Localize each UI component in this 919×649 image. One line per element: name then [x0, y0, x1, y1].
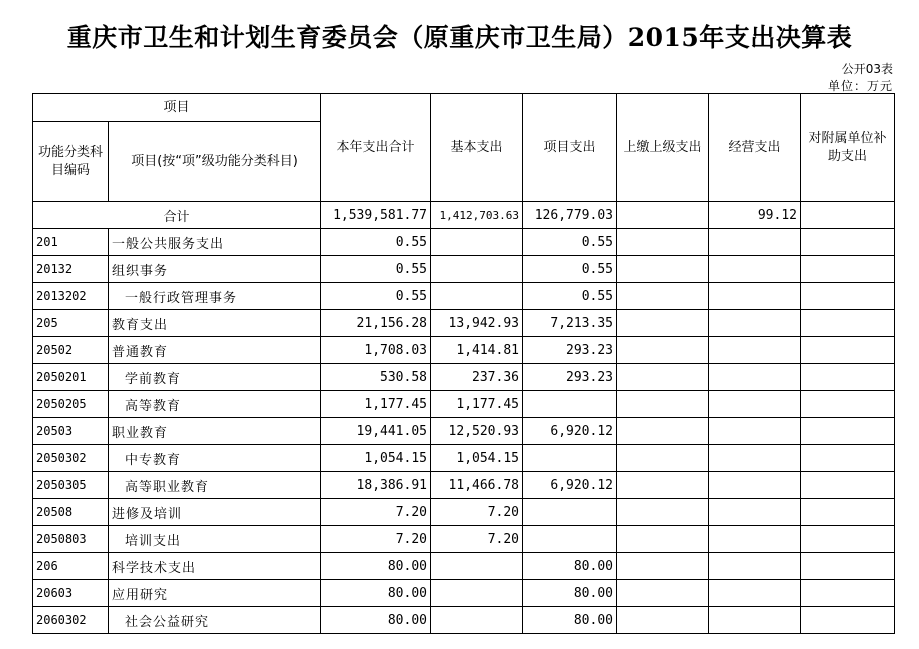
- page-title: 重庆市卫生和计划生育委员会（原重庆市卫生局）2015年支出决算表: [66, 23, 853, 52]
- row-name: 职业教育: [109, 418, 321, 445]
- row-project: 6,920.12: [523, 472, 617, 499]
- row-code: 205: [33, 310, 109, 337]
- row-business: [709, 337, 801, 364]
- header-item-name: 项目(按“项”级功能分类科目): [109, 122, 321, 202]
- row-business: [709, 256, 801, 283]
- row-subsidy: [801, 391, 895, 418]
- row-basic: [431, 256, 523, 283]
- row-subsidy: [801, 445, 895, 472]
- row-upper: [617, 580, 709, 607]
- row-code: 20503: [33, 418, 109, 445]
- total-row: [33, 202, 895, 229]
- row-name: 培训支出: [109, 526, 321, 553]
- total-basic: 1,412,703.63: [431, 202, 523, 229]
- row-name: 一般行政管理事务: [109, 283, 321, 310]
- total-business: 99.12: [709, 202, 801, 229]
- row-basic: [431, 229, 523, 256]
- row-total: 7.20: [321, 499, 431, 526]
- header-item: 项目: [33, 94, 321, 122]
- row-name: 社会公益研究: [109, 607, 321, 634]
- row-basic: [431, 553, 523, 580]
- header-total: 本年支出合计: [321, 94, 431, 202]
- row-upper: [617, 256, 709, 283]
- row-name: 组织事务: [109, 256, 321, 283]
- row-upper: [617, 229, 709, 256]
- row-business: [709, 391, 801, 418]
- table-row: [33, 310, 895, 337]
- row-project: 80.00: [523, 580, 617, 607]
- row-code: 2050302: [33, 445, 109, 472]
- row-upper: [617, 526, 709, 553]
- total-label: 合计: [33, 202, 321, 229]
- expenditure-table: [32, 93, 895, 634]
- row-total: 80.00: [321, 580, 431, 607]
- row-business: [709, 499, 801, 526]
- row-subsidy: [801, 553, 895, 580]
- table-row: [33, 391, 895, 418]
- row-subsidy: [801, 310, 895, 337]
- row-project: 0.55: [523, 229, 617, 256]
- row-name: 高等教育: [109, 391, 321, 418]
- row-total: 18,386.91: [321, 472, 431, 499]
- row-total: 7.20: [321, 526, 431, 553]
- row-business: [709, 283, 801, 310]
- row-total: 21,156.28: [321, 310, 431, 337]
- row-code: 20508: [33, 499, 109, 526]
- header-subsidy: 对附属单位补助支出: [801, 94, 895, 202]
- row-business: [709, 310, 801, 337]
- row-total: 1,054.15: [321, 445, 431, 472]
- row-upper: [617, 418, 709, 445]
- row-subsidy: [801, 499, 895, 526]
- row-name: 中专教育: [109, 445, 321, 472]
- row-upper: [617, 283, 709, 310]
- row-business: [709, 526, 801, 553]
- row-basic: 12,520.93: [431, 418, 523, 445]
- row-upper: [617, 499, 709, 526]
- row-business: [709, 364, 801, 391]
- table-row: [33, 364, 895, 391]
- table-row: [33, 283, 895, 310]
- table-row: [33, 607, 895, 634]
- table-row: [33, 229, 895, 256]
- row-basic: 11,466.78: [431, 472, 523, 499]
- row-total: 0.55: [321, 229, 431, 256]
- row-total: 0.55: [321, 283, 431, 310]
- row-total: 80.00: [321, 607, 431, 634]
- row-name: 应用研究: [109, 580, 321, 607]
- row-upper: [617, 445, 709, 472]
- row-total: 0.55: [321, 256, 431, 283]
- row-subsidy: [801, 256, 895, 283]
- header-basic: 基本支出: [431, 94, 523, 202]
- total-total: 1,539,581.77: [321, 202, 431, 229]
- row-basic: 1,414.81: [431, 337, 523, 364]
- row-business: [709, 229, 801, 256]
- row-upper: [617, 337, 709, 364]
- row-business: [709, 418, 801, 445]
- table-row: [33, 418, 895, 445]
- row-total: 19,441.05: [321, 418, 431, 445]
- row-project: [523, 445, 617, 472]
- row-basic: [431, 283, 523, 310]
- row-business: [709, 445, 801, 472]
- header-upper: 上缴上级支出: [617, 94, 709, 202]
- row-code: 2050201: [33, 364, 109, 391]
- total-project: 126,779.03: [523, 202, 617, 229]
- unit-label: 单位：万元: [827, 79, 893, 93]
- row-code: 20603: [33, 580, 109, 607]
- header-code: 功能分类科目编码: [33, 122, 109, 202]
- row-project: 0.55: [523, 256, 617, 283]
- row-code: 206: [33, 553, 109, 580]
- row-name: 一般公共服务支出: [109, 229, 321, 256]
- row-upper: [617, 364, 709, 391]
- row-basic: 7.20: [431, 499, 523, 526]
- row-project: [523, 391, 617, 418]
- row-name: 教育支出: [109, 310, 321, 337]
- row-code: 2050305: [33, 472, 109, 499]
- row-subsidy: [801, 607, 895, 634]
- row-upper: [617, 391, 709, 418]
- row-total: 80.00: [321, 553, 431, 580]
- table-row: [33, 337, 895, 364]
- row-subsidy: [801, 229, 895, 256]
- row-basic: [431, 580, 523, 607]
- table-row: [33, 472, 895, 499]
- row-subsidy: [801, 472, 895, 499]
- row-name: 高等职业教育: [109, 472, 321, 499]
- row-code: 2050205: [33, 391, 109, 418]
- total-subsidy: [801, 202, 895, 229]
- total-upper: [617, 202, 709, 229]
- row-project: 7,213.35: [523, 310, 617, 337]
- row-project: 293.23: [523, 337, 617, 364]
- row-subsidy: [801, 418, 895, 445]
- row-code: 20132: [33, 256, 109, 283]
- row-total: 1,177.45: [321, 391, 431, 418]
- row-upper: [617, 310, 709, 337]
- header-project: 项目支出: [523, 94, 617, 202]
- row-business: [709, 553, 801, 580]
- row-code: 201: [33, 229, 109, 256]
- row-code: 2050803: [33, 526, 109, 553]
- table-row: [33, 553, 895, 580]
- row-upper: [617, 553, 709, 580]
- table-row: [33, 445, 895, 472]
- row-basic: 1,054.15: [431, 445, 523, 472]
- row-project: 6,920.12: [523, 418, 617, 445]
- row-code: 2060302: [33, 607, 109, 634]
- row-business: [709, 580, 801, 607]
- header-business: 经营支出: [709, 94, 801, 202]
- row-basic: 7.20: [431, 526, 523, 553]
- row-subsidy: [801, 364, 895, 391]
- row-business: [709, 607, 801, 634]
- row-total: 530.58: [321, 364, 431, 391]
- row-subsidy: [801, 337, 895, 364]
- table-row: [33, 499, 895, 526]
- row-project: 293.23: [523, 364, 617, 391]
- row-project: 80.00: [523, 607, 617, 634]
- row-total: 1,708.03: [321, 337, 431, 364]
- row-basic: 13,942.93: [431, 310, 523, 337]
- form-number: 公开03表: [841, 62, 893, 76]
- row-name: 普通教育: [109, 337, 321, 364]
- row-code: 2013202: [33, 283, 109, 310]
- row-project: 80.00: [523, 553, 617, 580]
- row-code: 20502: [33, 337, 109, 364]
- row-project: [523, 526, 617, 553]
- row-project: [523, 499, 617, 526]
- row-upper: [617, 472, 709, 499]
- row-name: 学前教育: [109, 364, 321, 391]
- row-name: 科学技术支出: [109, 553, 321, 580]
- row-basic: [431, 607, 523, 634]
- row-project: 0.55: [523, 283, 617, 310]
- table-row: [33, 580, 895, 607]
- table-row: [33, 256, 895, 283]
- row-name: 进修及培训: [109, 499, 321, 526]
- row-business: [709, 472, 801, 499]
- row-subsidy: [801, 283, 895, 310]
- row-basic: 237.36: [431, 364, 523, 391]
- row-subsidy: [801, 580, 895, 607]
- row-subsidy: [801, 526, 895, 553]
- row-basic: 1,177.45: [431, 391, 523, 418]
- row-upper: [617, 607, 709, 634]
- table-row: [33, 526, 895, 553]
